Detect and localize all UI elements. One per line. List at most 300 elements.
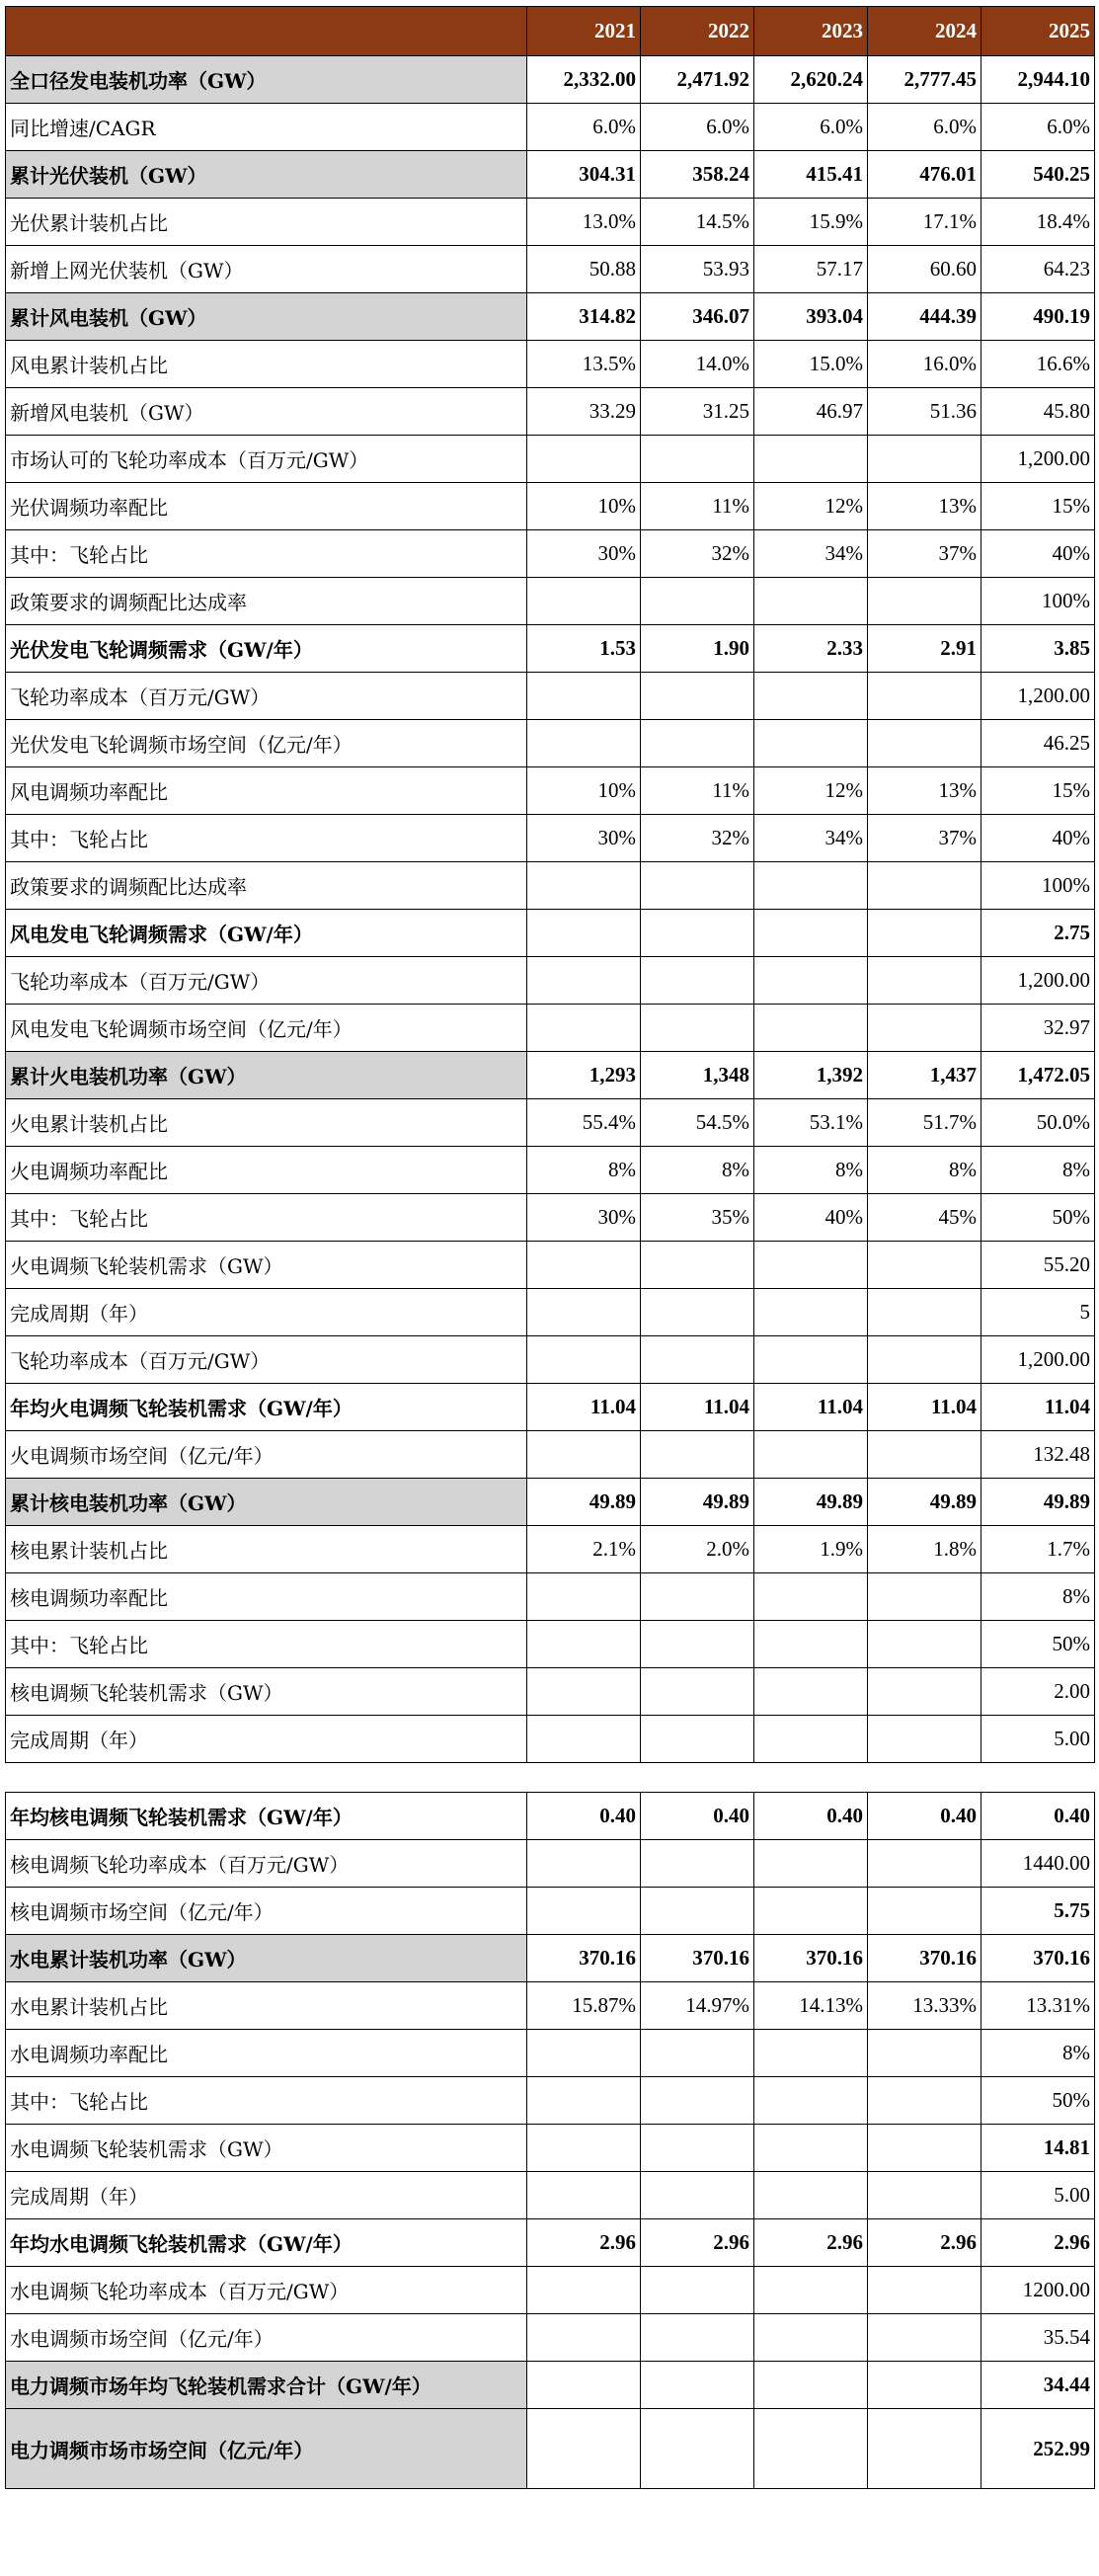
value-cell: 35% xyxy=(641,1194,754,1242)
value-cell: 2,332.00 xyxy=(527,56,641,104)
value-cell xyxy=(641,2172,754,2219)
value-cell: 12% xyxy=(754,767,868,815)
row-label: 风电发电飞轮调频市场空间（亿元/年） xyxy=(6,1005,527,1052)
value-cell: 53.1% xyxy=(754,1099,868,1147)
table-row xyxy=(6,199,1095,246)
value-cell: 8% xyxy=(641,1147,754,1194)
value-cell: 60.60 xyxy=(868,246,981,293)
value-cell: 50% xyxy=(981,1194,1095,1242)
table-row xyxy=(6,530,1095,578)
value-cell: 16.6% xyxy=(981,341,1095,388)
value-cell: 34% xyxy=(754,530,868,578)
value-cell: 14.81 xyxy=(981,2125,1095,2172)
row-label: 其中：飞轮占比 xyxy=(6,2077,527,2125)
value-cell xyxy=(868,1431,981,1479)
value-cell xyxy=(868,1289,981,1336)
value-cell xyxy=(868,2362,981,2409)
table-row xyxy=(6,1336,1095,1384)
row-label: 完成周期（年） xyxy=(6,1289,527,1336)
table-row xyxy=(6,2362,1095,2409)
table-row xyxy=(6,1888,1095,1935)
row-label: 火电调频飞轮装机需求（GW） xyxy=(6,1242,527,1289)
value-cell xyxy=(641,1840,754,1888)
table-row xyxy=(6,1479,1095,1526)
table-row xyxy=(6,1431,1095,1479)
row-label: 累计火电装机功率（GW） xyxy=(6,1052,527,1099)
value-cell: 15.87% xyxy=(527,1982,641,2030)
value-cell xyxy=(868,957,981,1005)
table-row xyxy=(6,1526,1095,1573)
value-cell: 8% xyxy=(981,2030,1095,2077)
row-label: 其中：飞轮占比 xyxy=(6,530,527,578)
value-cell: 50.88 xyxy=(527,246,641,293)
value-cell xyxy=(754,1621,868,1668)
value-cell xyxy=(527,720,641,767)
table-header xyxy=(6,7,1095,56)
value-cell xyxy=(754,1289,868,1336)
value-cell: 30% xyxy=(527,530,641,578)
value-cell: 40% xyxy=(754,1194,868,1242)
row-label: 风电发电飞轮调频需求（GW/年） xyxy=(6,910,527,957)
value-cell xyxy=(527,1668,641,1716)
table-row xyxy=(6,1289,1095,1336)
value-cell: 34.44 xyxy=(981,2362,1095,2409)
value-cell: 1.9% xyxy=(754,1526,868,1573)
table-row xyxy=(6,2125,1095,2172)
value-cell xyxy=(641,673,754,720)
value-cell xyxy=(868,1888,981,1935)
row-label: 核电累计装机占比 xyxy=(6,1526,527,1573)
table-row xyxy=(6,1716,1095,1763)
table-row xyxy=(6,1384,1095,1431)
table-row xyxy=(6,1621,1095,1668)
value-cell xyxy=(868,910,981,957)
value-cell xyxy=(641,578,754,625)
row-label: 核电调频飞轮装机需求（GW） xyxy=(6,1668,527,1716)
value-cell xyxy=(754,578,868,625)
value-cell xyxy=(641,2409,754,2489)
value-cell xyxy=(527,2362,641,2409)
value-cell xyxy=(641,2030,754,2077)
value-cell: 35.54 xyxy=(981,2314,1095,2362)
value-cell: 6.0% xyxy=(981,104,1095,151)
table-row xyxy=(6,2314,1095,2362)
row-label: 完成周期（年） xyxy=(6,2172,527,2219)
value-cell xyxy=(868,862,981,910)
value-cell: 370.16 xyxy=(527,1935,641,1982)
value-cell: 3.85 xyxy=(981,625,1095,673)
value-cell xyxy=(754,862,868,910)
table-row xyxy=(6,56,1095,104)
value-cell: 2.96 xyxy=(981,2219,1095,2267)
value-cell xyxy=(868,578,981,625)
value-cell xyxy=(754,1242,868,1289)
value-cell xyxy=(527,1336,641,1384)
value-cell xyxy=(527,1840,641,1888)
table-row xyxy=(6,483,1095,530)
value-cell xyxy=(754,2314,868,2362)
value-cell: 40% xyxy=(981,530,1095,578)
value-cell: 2.0% xyxy=(641,1526,754,1573)
row-label: 风电调频功率配比 xyxy=(6,767,527,815)
value-cell: 304.31 xyxy=(527,151,641,199)
year-header: 2023 xyxy=(754,7,868,56)
value-cell: 2.96 xyxy=(754,2219,868,2267)
value-cell: 18.4% xyxy=(981,199,1095,246)
value-cell: 6.0% xyxy=(641,104,754,151)
table-row xyxy=(6,673,1095,720)
value-cell xyxy=(641,436,754,483)
value-cell: 34% xyxy=(754,815,868,862)
value-cell: 10% xyxy=(527,483,641,530)
value-cell xyxy=(868,1668,981,1716)
value-cell xyxy=(754,1668,868,1716)
value-cell: 370.16 xyxy=(868,1935,981,1982)
table-row xyxy=(6,767,1095,815)
value-cell: 8% xyxy=(868,1147,981,1194)
value-cell: 49.89 xyxy=(868,1479,981,1526)
value-cell xyxy=(527,1716,641,1763)
table-row xyxy=(6,1935,1095,1982)
value-cell xyxy=(868,2030,981,2077)
value-cell: 2.75 xyxy=(981,910,1095,957)
value-cell: 37% xyxy=(868,815,981,862)
value-cell: 1,348 xyxy=(641,1052,754,1099)
value-cell: 45% xyxy=(868,1194,981,1242)
value-cell: 51.7% xyxy=(868,1099,981,1147)
value-cell xyxy=(527,2030,641,2077)
value-cell: 50% xyxy=(981,2077,1095,2125)
value-cell: 5.00 xyxy=(981,2172,1095,2219)
value-cell xyxy=(641,1573,754,1621)
value-cell: 1,200.00 xyxy=(981,673,1095,720)
value-cell xyxy=(868,1716,981,1763)
value-cell xyxy=(754,2267,868,2314)
row-label: 水电调频飞轮功率成本（百万元/GW） xyxy=(6,2267,527,2314)
row-label: 累计风电装机（GW） xyxy=(6,293,527,341)
row-label: 新增风电装机（GW） xyxy=(6,388,527,436)
value-cell: 55.4% xyxy=(527,1099,641,1147)
value-cell: 30% xyxy=(527,815,641,862)
value-cell xyxy=(527,862,641,910)
value-cell: 13.0% xyxy=(527,199,641,246)
value-cell: 132.48 xyxy=(981,1431,1095,1479)
row-label: 核电调频市场空间（亿元/年） xyxy=(6,1888,527,1935)
value-cell: 50% xyxy=(981,1621,1095,1668)
row-label: 水电调频飞轮装机需求（GW） xyxy=(6,2125,527,2172)
value-cell: 46.25 xyxy=(981,720,1095,767)
value-cell xyxy=(527,910,641,957)
value-cell: 0.40 xyxy=(754,1793,868,1840)
value-cell: 11% xyxy=(641,767,754,815)
table-row xyxy=(6,104,1095,151)
value-cell xyxy=(641,2267,754,2314)
value-cell: 13.33% xyxy=(868,1982,981,2030)
value-cell: 6.0% xyxy=(527,104,641,151)
table-row xyxy=(6,1668,1095,1716)
value-cell: 50.0% xyxy=(981,1099,1095,1147)
value-cell xyxy=(641,1289,754,1336)
value-cell: 100% xyxy=(981,578,1095,625)
value-cell xyxy=(527,1573,641,1621)
value-cell xyxy=(868,2172,981,2219)
value-cell: 2.33 xyxy=(754,625,868,673)
value-cell: 1.90 xyxy=(641,625,754,673)
value-cell: 1,200.00 xyxy=(981,1336,1095,1384)
value-cell: 8% xyxy=(981,1573,1095,1621)
value-cell: 540.25 xyxy=(981,151,1095,199)
value-cell xyxy=(754,2409,868,2489)
table-row xyxy=(6,1099,1095,1147)
table-row xyxy=(6,815,1095,862)
value-cell: 0.40 xyxy=(527,1793,641,1840)
value-cell: 49.89 xyxy=(527,1479,641,1526)
value-cell xyxy=(754,2125,868,2172)
row-label: 飞轮功率成本（百万元/GW） xyxy=(6,957,527,1005)
value-cell xyxy=(754,673,868,720)
value-cell: 64.23 xyxy=(981,246,1095,293)
header-row xyxy=(6,7,1095,56)
value-cell: 31.25 xyxy=(641,388,754,436)
table-row xyxy=(6,2409,1095,2489)
value-cell: 14.0% xyxy=(641,341,754,388)
table-row xyxy=(6,1005,1095,1052)
value-cell: 6.0% xyxy=(868,104,981,151)
table-row xyxy=(6,341,1095,388)
value-cell xyxy=(868,2314,981,2362)
value-cell: 6.0% xyxy=(754,104,868,151)
value-cell xyxy=(754,1716,868,1763)
table-row xyxy=(6,957,1095,1005)
row-label: 风电累计装机占比 xyxy=(6,341,527,388)
value-cell xyxy=(754,2172,868,2219)
row-label: 水电累计装机占比 xyxy=(6,1982,527,2030)
row-label: 全口径发电装机功率（GW） xyxy=(6,56,527,104)
value-cell: 46.97 xyxy=(754,388,868,436)
value-cell xyxy=(641,1716,754,1763)
value-cell: 314.82 xyxy=(527,293,641,341)
table-row xyxy=(6,910,1095,957)
value-cell: 11.04 xyxy=(527,1384,641,1431)
value-cell: 1.8% xyxy=(868,1526,981,1573)
table-body xyxy=(6,56,1095,2489)
value-cell: 2,471.92 xyxy=(641,56,754,104)
table-row xyxy=(6,388,1095,436)
value-cell: 8% xyxy=(527,1147,641,1194)
value-cell: 49.89 xyxy=(754,1479,868,1526)
value-cell: 13.31% xyxy=(981,1982,1095,2030)
row-label: 水电调频功率配比 xyxy=(6,2030,527,2077)
row-label: 市场认可的飞轮功率成本（百万元/GW） xyxy=(6,436,527,483)
value-cell: 1,200.00 xyxy=(981,436,1095,483)
value-cell: 370.16 xyxy=(641,1935,754,1982)
value-cell: 30% xyxy=(527,1194,641,1242)
value-cell: 14.97% xyxy=(641,1982,754,2030)
year-header: 2025 xyxy=(981,7,1095,56)
value-cell xyxy=(527,2409,641,2489)
value-cell: 11.04 xyxy=(868,1384,981,1431)
value-cell xyxy=(868,2267,981,2314)
value-cell xyxy=(754,1005,868,1052)
value-cell xyxy=(641,2077,754,2125)
year-header: 2024 xyxy=(868,7,981,56)
value-cell: 393.04 xyxy=(754,293,868,341)
table-row xyxy=(6,1147,1095,1194)
table-row xyxy=(6,1052,1095,1099)
value-cell xyxy=(868,2125,981,2172)
value-cell xyxy=(868,673,981,720)
row-label: 政策要求的调频配比达成率 xyxy=(6,578,527,625)
value-cell: 57.17 xyxy=(754,246,868,293)
table-row xyxy=(6,2219,1095,2267)
value-cell xyxy=(641,2314,754,2362)
value-cell xyxy=(641,957,754,1005)
value-cell xyxy=(754,2030,868,2077)
table-row xyxy=(6,436,1095,483)
value-cell xyxy=(527,673,641,720)
row-label: 飞轮功率成本（百万元/GW） xyxy=(6,1336,527,1384)
value-cell: 17.1% xyxy=(868,199,981,246)
value-cell: 0.40 xyxy=(981,1793,1095,1840)
value-cell xyxy=(754,436,868,483)
value-cell xyxy=(868,436,981,483)
value-cell: 16.0% xyxy=(868,341,981,388)
value-cell: 11.04 xyxy=(981,1384,1095,1431)
value-cell xyxy=(641,1621,754,1668)
value-cell: 346.07 xyxy=(641,293,754,341)
value-cell: 5.75 xyxy=(981,1888,1095,1935)
table-row xyxy=(6,1573,1095,1621)
value-cell xyxy=(754,957,868,1005)
value-cell xyxy=(868,1621,981,1668)
value-cell xyxy=(527,2077,641,2125)
table-row xyxy=(6,151,1095,199)
value-cell: 1,437 xyxy=(868,1052,981,1099)
row-label: 同比增速/CAGR xyxy=(6,104,527,151)
value-cell xyxy=(527,1242,641,1289)
value-cell xyxy=(868,2409,981,2489)
row-label: 火电调频功率配比 xyxy=(6,1147,527,1194)
value-cell xyxy=(641,2362,754,2409)
value-cell: 32% xyxy=(641,815,754,862)
value-cell xyxy=(527,2125,641,2172)
year-header: 2022 xyxy=(641,7,754,56)
value-cell xyxy=(754,1840,868,1888)
value-cell: 2.96 xyxy=(868,2219,981,2267)
value-cell xyxy=(527,1005,641,1052)
row-label: 完成周期（年） xyxy=(6,1716,527,1763)
value-cell: 15% xyxy=(981,483,1095,530)
row-label: 飞轮功率成本（百万元/GW） xyxy=(6,673,527,720)
row-label: 电力调频市场年均飞轮装机需求合计（GW/年） xyxy=(6,2362,527,2409)
value-cell: 0.40 xyxy=(868,1793,981,1840)
value-cell xyxy=(527,1888,641,1935)
value-cell: 415.41 xyxy=(754,151,868,199)
value-cell: 13% xyxy=(868,483,981,530)
value-cell: 13% xyxy=(868,767,981,815)
row-label: 年均火电调频飞轮装机需求（GW/年） xyxy=(6,1384,527,1431)
value-cell: 370.16 xyxy=(754,1935,868,1982)
value-cell: 252.99 xyxy=(981,2409,1095,2489)
value-cell xyxy=(527,1431,641,1479)
row-label: 新增上网光伏装机（GW） xyxy=(6,246,527,293)
value-cell: 11.04 xyxy=(641,1384,754,1431)
value-cell: 2,620.24 xyxy=(754,56,868,104)
value-cell: 1,472.05 xyxy=(981,1052,1095,1099)
value-cell xyxy=(527,436,641,483)
row-label: 其中：飞轮占比 xyxy=(6,815,527,862)
table-row xyxy=(6,2077,1095,2125)
value-cell: 2,944.10 xyxy=(981,56,1095,104)
value-cell: 13.5% xyxy=(527,341,641,388)
value-cell: 11% xyxy=(641,483,754,530)
table-row xyxy=(6,2267,1095,2314)
value-cell xyxy=(641,1005,754,1052)
table-row xyxy=(6,625,1095,673)
header-corner xyxy=(6,7,527,56)
value-cell xyxy=(754,1573,868,1621)
row-label: 电力调频市场市场空间（亿元/年） xyxy=(6,2409,527,2489)
value-cell xyxy=(527,957,641,1005)
value-cell: 2.91 xyxy=(868,625,981,673)
row-label: 其中：飞轮占比 xyxy=(6,1194,527,1242)
value-cell xyxy=(641,2125,754,2172)
value-cell xyxy=(868,1005,981,1052)
table-row xyxy=(6,1242,1095,1289)
value-cell: 1,200.00 xyxy=(981,957,1095,1005)
table-gap-row xyxy=(6,1763,1095,1793)
table-row xyxy=(6,293,1095,341)
value-cell xyxy=(754,1888,868,1935)
value-cell: 370.16 xyxy=(981,1935,1095,1982)
row-label: 光伏累计装机占比 xyxy=(6,199,527,246)
value-cell xyxy=(641,1336,754,1384)
value-cell xyxy=(754,2077,868,2125)
value-cell: 2,777.45 xyxy=(868,56,981,104)
value-cell xyxy=(641,910,754,957)
value-cell: 49.89 xyxy=(981,1479,1095,1526)
row-label: 光伏发电飞轮调频需求（GW/年） xyxy=(6,625,527,673)
value-cell: 33.29 xyxy=(527,388,641,436)
value-cell: 15.9% xyxy=(754,199,868,246)
value-cell: 5.00 xyxy=(981,1716,1095,1763)
value-cell xyxy=(868,1573,981,1621)
value-cell: 358.24 xyxy=(641,151,754,199)
row-label: 年均核电调频飞轮装机需求（GW/年） xyxy=(6,1793,527,1840)
value-cell: 40% xyxy=(981,815,1095,862)
value-cell: 8% xyxy=(981,1147,1095,1194)
value-cell xyxy=(754,1431,868,1479)
value-cell xyxy=(868,1840,981,1888)
value-cell: 45.80 xyxy=(981,388,1095,436)
year-header: 2021 xyxy=(527,7,641,56)
table-row xyxy=(6,720,1095,767)
row-label: 核电调频功率配比 xyxy=(6,1573,527,1621)
value-cell: 2.1% xyxy=(527,1526,641,1573)
row-label: 累计核电装机功率（GW） xyxy=(6,1479,527,1526)
value-cell xyxy=(868,1242,981,1289)
row-label: 其中：飞轮占比 xyxy=(6,1621,527,1668)
value-cell xyxy=(527,2172,641,2219)
value-cell: 32% xyxy=(641,530,754,578)
value-cell xyxy=(527,1289,641,1336)
value-cell xyxy=(641,1242,754,1289)
table-row xyxy=(6,246,1095,293)
value-cell: 2.96 xyxy=(527,2219,641,2267)
value-cell: 53.93 xyxy=(641,246,754,293)
value-cell: 0.40 xyxy=(641,1793,754,1840)
value-cell: 55.20 xyxy=(981,1242,1095,1289)
